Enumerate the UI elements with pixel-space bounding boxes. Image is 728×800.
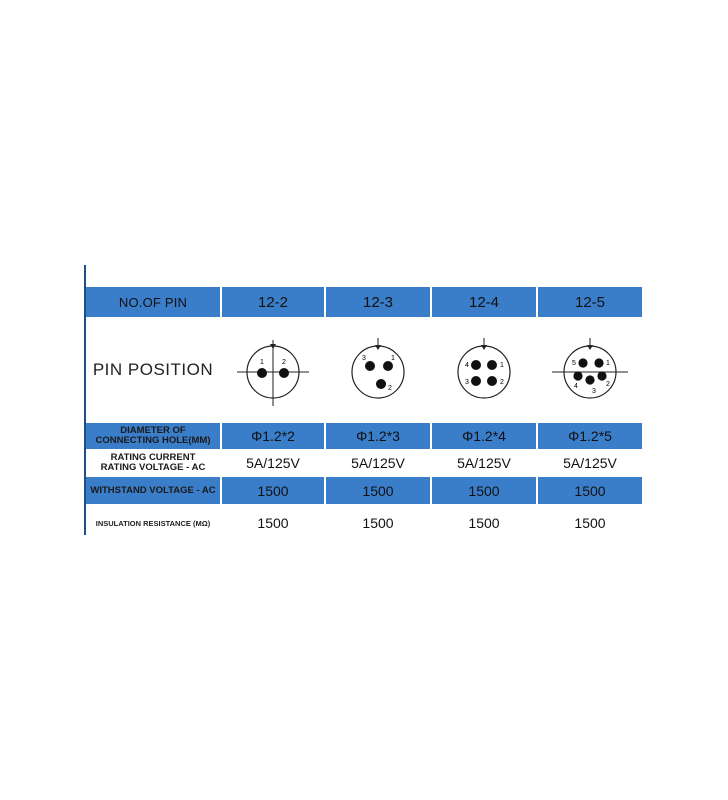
pin-diagram-5 — [544, 324, 636, 416]
header-model-cell — [326, 287, 430, 317]
pin-dot — [487, 360, 497, 370]
connector-outline — [352, 346, 404, 398]
model-label: 12-4 — [468, 293, 500, 311]
rating-cell — [326, 450, 430, 476]
pin-dot — [471, 376, 481, 386]
key-notch — [375, 345, 381, 350]
insulation-row — [86, 508, 642, 538]
insulation-label: INSULATION RESISTANCE (MΩ) — [95, 518, 211, 528]
pin-dot — [487, 376, 497, 386]
pin-number: 2 — [388, 384, 392, 392]
model-label: 12-2 — [257, 293, 289, 311]
pin-diagram-cell — [432, 318, 536, 421]
pin-dot — [573, 371, 582, 380]
withstand-value: 1500 — [574, 482, 606, 499]
pin-dot — [578, 358, 587, 367]
pin-number: 3 — [465, 378, 469, 386]
withstand-value: 1500 — [362, 482, 394, 499]
no-of-pin-label: NO.OF PIN — [118, 294, 188, 310]
pin-number: 3 — [362, 354, 366, 362]
pin-position-row — [86, 318, 642, 421]
pin-number: 2 — [500, 378, 504, 386]
pin-diagram-cell — [326, 318, 430, 421]
header-model-cell — [538, 287, 642, 317]
pin-position-label: PIN POSITION — [92, 359, 214, 379]
withstand-cell — [326, 477, 430, 504]
key-notch — [587, 345, 593, 350]
pin-diagram-cell — [222, 318, 324, 421]
insulation-value: 1500 — [362, 515, 394, 531]
insulation-cell — [326, 508, 430, 538]
pin-number: 2 — [606, 380, 610, 388]
pin-dot — [279, 368, 289, 378]
diameter-cell — [222, 423, 324, 449]
model-label: 12-5 — [574, 293, 606, 311]
header-row — [86, 287, 642, 317]
insulation-label-cell — [86, 508, 220, 538]
rating-value: 5A/125V — [351, 455, 405, 471]
pin-diagram-cell — [538, 318, 642, 421]
pin-number: 2 — [282, 358, 286, 366]
diameter-label-cell — [86, 423, 220, 449]
diameter-label-line1: DIAMETER OF — [120, 425, 186, 436]
rating-label-line1: RATING CURRENT — [110, 452, 196, 463]
withstand-cell — [538, 477, 642, 504]
diameter-cell — [326, 423, 430, 449]
header-label-cell — [86, 287, 220, 317]
insulation-value: 1500 — [468, 515, 500, 531]
pin-dot — [585, 375, 594, 384]
rating-value: 5A/125V — [246, 455, 300, 471]
withstand-row — [86, 477, 642, 504]
model-label: 12-3 — [362, 293, 394, 311]
pin-number: 1 — [391, 354, 395, 362]
diameter-value: Φ1.2*4 — [462, 428, 506, 444]
pin-diagram-3 — [332, 324, 424, 416]
pin-number: 4 — [574, 382, 578, 390]
pin-number: 5 — [572, 359, 576, 367]
diameter-cell — [538, 423, 642, 449]
withstand-label-cell — [86, 477, 220, 504]
rating-value: 5A/125V — [457, 455, 511, 471]
rating-label-cell — [86, 450, 220, 476]
withstand-label: WITHSTAND VOLTAGE - AC — [90, 484, 216, 496]
withstand-cell — [432, 477, 536, 504]
insulation-cell — [432, 508, 536, 538]
insulation-value: 1500 — [574, 515, 606, 531]
pin-number: 3 — [592, 387, 596, 395]
withstand-cell — [222, 477, 324, 504]
pin-dot — [383, 361, 393, 371]
pin-number: 1 — [606, 359, 610, 367]
header-model-cell — [222, 287, 324, 317]
pin-diagram-2 — [227, 324, 319, 416]
key-notch — [481, 345, 487, 350]
header-model-cell — [432, 287, 536, 317]
pin-number: 4 — [465, 361, 469, 369]
diameter-value: Φ1.2*3 — [356, 428, 400, 444]
pin-diagram-4 — [438, 324, 530, 416]
insulation-cell — [538, 508, 642, 538]
diameter-cell — [432, 423, 536, 449]
rating-value: 5A/125V — [563, 455, 617, 471]
pin-dot — [257, 368, 267, 378]
rating-cell — [538, 450, 642, 476]
diameter-value: Φ1.2*5 — [568, 428, 612, 444]
diameter-label-line2: CONNECTING HOLE(MM) — [95, 435, 211, 446]
insulation-value: 1500 — [257, 515, 289, 531]
pin-number: 1 — [500, 361, 504, 369]
pin-number: 1 — [260, 358, 264, 366]
rating-cell — [222, 450, 324, 476]
pin-position-label-cell — [86, 318, 220, 421]
withstand-value: 1500 — [257, 482, 289, 499]
pin-dot — [365, 361, 375, 371]
diameter-row — [86, 423, 642, 449]
pin-dot — [594, 358, 603, 367]
rating-label-line2: RATING VOLTAGE - AC — [100, 462, 206, 473]
withstand-value: 1500 — [468, 482, 500, 499]
rating-cell — [432, 450, 536, 476]
insulation-cell — [222, 508, 324, 538]
pin-dot — [597, 371, 606, 380]
pin-dot — [471, 360, 481, 370]
connector-outline — [458, 346, 510, 398]
pin-dot — [376, 379, 386, 389]
rating-row — [86, 450, 642, 476]
diameter-value: Φ1.2*2 — [251, 428, 295, 444]
